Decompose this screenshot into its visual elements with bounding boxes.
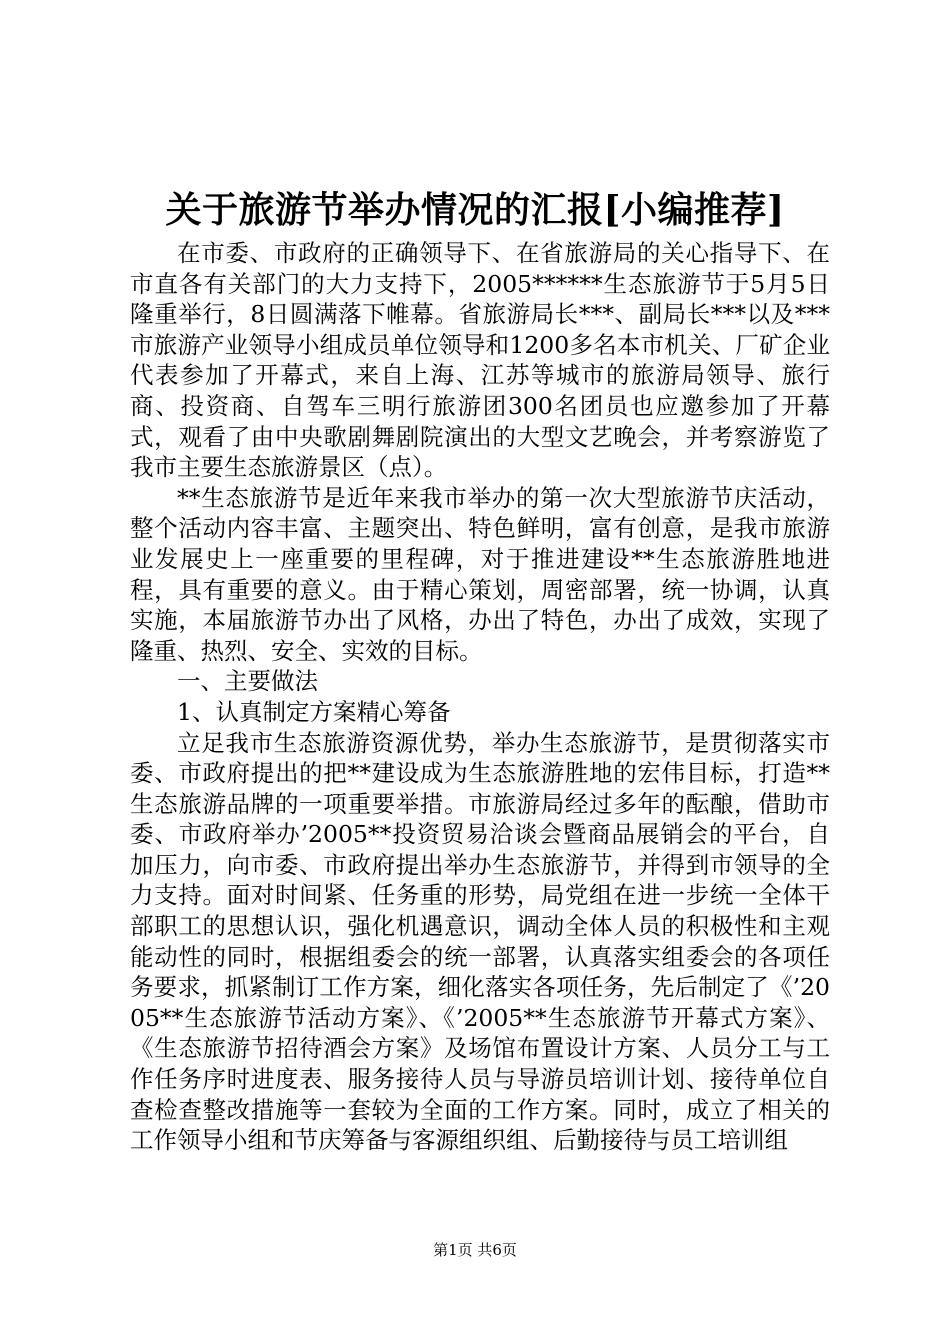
body-paragraph: **生态旅游节是近年来我市举办的第一次大型旅游节庆活动，整个活动内容丰富、主题突出、特色鲜明，富有创意，是我市旅游业发展史上一座重要的里程碑，对于推进建设**生态旅游胜地进程，具有重要的意义。由于精心策划，周密部署，统一协调，认真实施，本届旅游节办出了风格，办出了特色，办出了成效，实现了隆重、热烈、安全、实效的目标。 bbox=[130, 483, 830, 665]
body-paragraph: 立足我市生态旅游资源优势，举办生态旅游节，是贯彻落实市委、市政府提出的把**建设成为生态旅游胜地的宏伟目标，打造**生态旅游品牌的一项重要举措。市旅游局经过多年的酝酿，借助市委、市政府举办’2005**投资贸易洽谈会暨商品展销会的平台，自加压力，向市委、市政府提出举办生态旅游节，并得到市领导的全力支持。面对时间紧、任务重的形势，局党组在进一步统一全体干部职工的思想认识，强化机遇意识，调动全体人员的积极性和主观能动性的同时，根据组委会的统一部署，认真落实组委会的各项任务要求，抓紧制订工作方案，细化落实各项任务，先后制定了《’2005**生态旅游节活动方案》、《’2005**生态旅游节开幕式方案》、《生态旅游节招待酒会方案》及场馆布置设计方案、人员分工与工作任务序时进度表、服务接待人员与导游员培训计划、接待单位自查检查整改措施等一套较为全面的工作方案。同时，成立了相关的工作领导小组和节庆筹备与客源组织组、后勤接待与员工培训组 bbox=[130, 728, 830, 1155]
document-body bbox=[130, 238, 830, 1156]
subsection-heading: 1、认真制定方案精心筹备 bbox=[177, 697, 451, 726]
section-heading: 一、主要做法 bbox=[177, 667, 318, 696]
document-title: 关于旅游节举办情况的汇报[小编推荐] bbox=[165, 189, 785, 231]
body-paragraph: 在市委、市政府的正确领导下、在省旅游局的关心指导下、在市直各有关部门的大力支持下，2005******生态旅游节于5月5日隆重举行，8日圆满落下帷幕。省旅游局长***、副局长***以及***市旅游产业领导小组成员单位领导和1200多名本市机关、厂矿企业代表参加了开幕式，来自上海、江苏等城市的旅游局领导、旅行商、投资商、自驾车三明行旅游团300名团员也应邀参加了开幕式，观看了由中央歌剧舞剧院演出的大型文艺晚会，并考察游览了我市主要生态旅游景区（点）。 bbox=[130, 239, 830, 482]
page-number-footer: 第1页 共6页 bbox=[433, 1241, 517, 1259]
